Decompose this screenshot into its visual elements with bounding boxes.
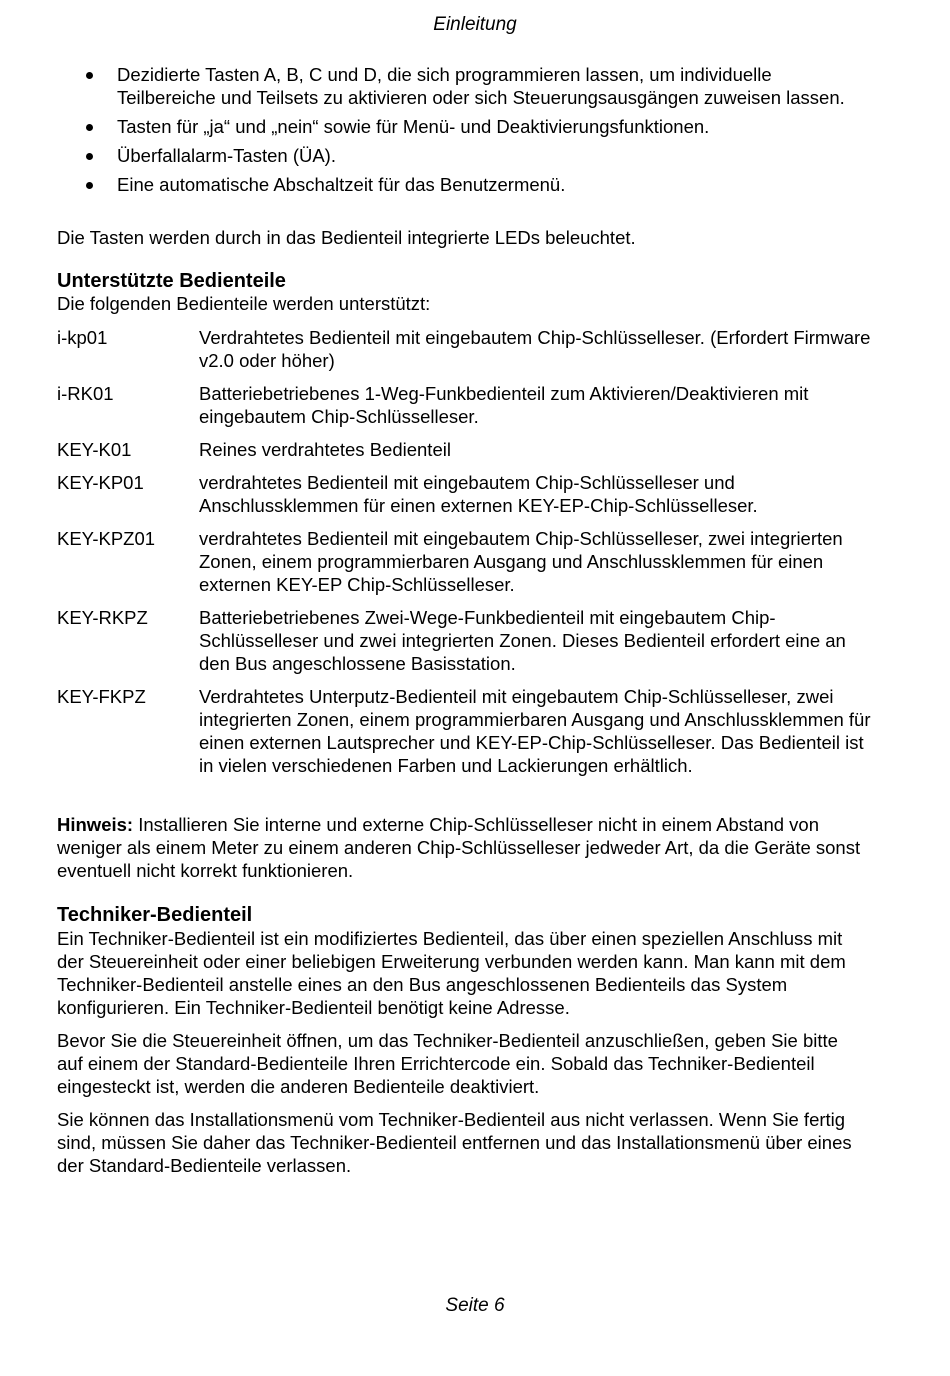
running-header: Einleitung [433, 14, 517, 35]
bullet-icon [86, 124, 93, 131]
list-item: Überfallalarm-Tasten (ÜA). [57, 144, 857, 167]
list-item: Tasten für „ja“ und „nein“ sowie für Menü- und Deaktivierungsfunktionen. [57, 115, 857, 138]
keypad-model: KEY-K01 [57, 439, 132, 460]
bullet-icon [86, 72, 93, 79]
keypad-description: Reines verdrahtetes Bedienteil [199, 439, 451, 460]
keypad-model: KEY-KPZ01 [57, 528, 156, 549]
keypad-description: Batteriebetriebenes 1-Weg-Funkbedienteil zum Aktivieren/Deaktivieren mit eingebautem Chip-Schlüsselleser. [199, 383, 809, 427]
table-row [57, 685, 877, 777]
keypad-description: verdrahtetes Bedienteil mit eingebautem Chip-Schlüsselleser, zwei integrierten Zonen, einem programmierbaren Ausgang und Anschlussklemmen für einen externen KEY-EP Chip-Schlüsselleser. [199, 528, 843, 595]
keypad-description: Verdrahtetes Unterputz-Bedienteil mit eingebautem Chip-Schlüsselleser, zwei integrierten Zonen, einem programmierbaren Ausgang und Anschlussklemmen für einen externen Lautsprecher und KEY-EP-Chip-Schlüsselleser. Das Bedienteil ist in vielen verschiedenen Farben und Lackierungen erhältlich. [199, 686, 871, 776]
table-row [57, 326, 877, 372]
note-label: Hinweis: [57, 814, 134, 835]
table-row [57, 382, 877, 428]
section-heading-engineer: Techniker-Bedienteil [57, 904, 253, 926]
note-text: Installieren Sie interne und externe Chip-Schlüsselleser nicht in einem Abstand von weniger als einem Meter zu einem anderen Chip-Schlüsselleser jedweder Art, da die Geräte sonst eventuell nicht korrekt funktionieren. [57, 814, 861, 881]
keypad-description: verdrahtetes Bedienteil mit eingebautem Chip-Schlüsselleser und Anschlussklemmen für einen externen KEY-EP-Chip-Schlüsselleser. [199, 472, 758, 516]
page-number: Seite 6 [445, 1295, 505, 1316]
table-row [57, 527, 877, 596]
table-row [57, 438, 877, 461]
keypad-description: Verdrahtetes Bedienteil mit eingebautem Chip-Schlüsselleser. (Erfordert Firmware v2.0 oder höher) [199, 327, 871, 371]
keypad-model: i-RK01 [57, 383, 114, 404]
keypad-model: i-kp01 [57, 327, 108, 348]
paragraph: Ein Techniker-Bedienteil ist ein modifiziertes Bedienteil, das über einen speziellen Anschluss mit der Steuereinheit oder einer beliebigen Erweiterung verbunden werden kann. Man kann mit dem Techniker-Bedienteil anstelle eines an den Bus angeschlossenen Bedienteils das System konfigurieren. Ein Techniker-Bedienteil benötigt keine Adresse. [57, 928, 846, 1018]
bullet-icon [86, 153, 93, 160]
bullet-icon [86, 182, 93, 189]
keypad-model: KEY-FKPZ [57, 686, 146, 707]
led-note: Die Tasten werden durch in das Bedienteil integrierte LEDs beleuchtet. [57, 227, 636, 248]
engineer-paragraphs [57, 927, 867, 1187]
list-item: Eine automatische Abschaltzeit für das Benutzermenü. [57, 173, 857, 196]
keypad-model: KEY-KP01 [57, 472, 144, 493]
section-heading-supported: Unterstützte Bedienteile [57, 270, 286, 292]
keypad-model: KEY-RKPZ [57, 607, 148, 628]
table-row [57, 606, 877, 675]
supported-lead: Die folgenden Bedienteile werden unterstützt: [57, 293, 431, 314]
paragraph: Bevor Sie die Steuereinheit öffnen, um das Techniker-Bedienteil anzuschließen, geben Sie bitte auf einem der Standard-Bedienteile Ihren Errichtercode ein. Sobald das Techniker-Bedienteil eingesteckt ist, werden die anderen Bedienteile deaktiviert. [57, 1030, 838, 1097]
list-item: Dezidierte Tasten A, B, C und D, die sich programmieren lassen, um individuelle Teilbereiche und Teilsets zu aktivieren oder sich Steuerungsausgängen zuweisen lassen. [57, 63, 857, 109]
table-row [57, 471, 877, 517]
note-paragraph [57, 813, 867, 882]
keypad-table [57, 326, 877, 787]
keypad-description: Batteriebetriebenes Zwei-Wege-Funkbedienteil mit eingebautem Chip-Schlüsselleser und zwei integrierten Zonen. Dieses Bedienteil erfordert eine an den Bus angeschlossene Basisstation. [199, 607, 846, 674]
paragraph: Sie können das Installationsmenü vom Techniker-Bedienteil aus nicht verlassen. Wenn Sie fertig sind, müssen Sie daher das Techniker-Bedienteil entfernen und das Installationsmenü über eines der Standard-Bedienteile verlassen. [57, 1109, 852, 1176]
feature-list [57, 63, 857, 202]
